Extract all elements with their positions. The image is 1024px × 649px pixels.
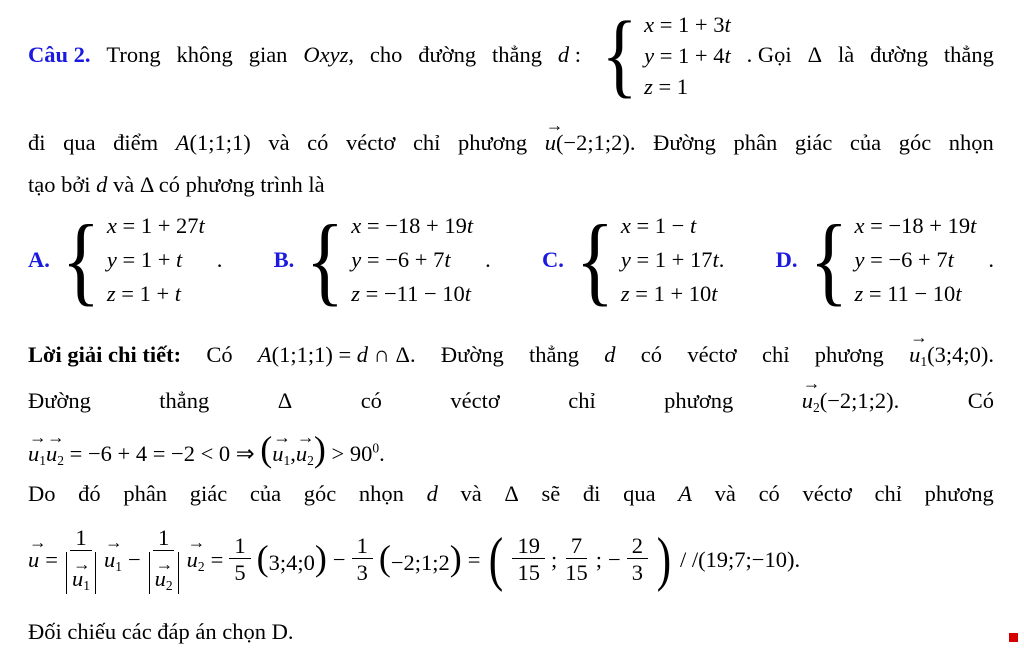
equation: x = −18 + 19t bbox=[351, 213, 474, 238]
word: góc bbox=[898, 130, 932, 155]
minus-sign: − bbox=[608, 546, 621, 572]
vector-arrow-icon: → bbox=[545, 115, 563, 136]
fraction-2-3 bbox=[627, 533, 648, 585]
fraction-1-5 bbox=[229, 533, 250, 585]
fraction-1-over-abs-u1 bbox=[64, 525, 98, 593]
word: . Gọi bbox=[746, 42, 792, 68]
problem-line-1 bbox=[28, 4, 994, 106]
punctuation: . bbox=[485, 247, 491, 273]
word: véctơ bbox=[450, 387, 500, 413]
numerator: 1 bbox=[352, 533, 373, 559]
vector-arrow-icon: → bbox=[296, 426, 314, 447]
minus-sign: − bbox=[127, 546, 141, 572]
equation: z = 1 + t bbox=[106, 281, 182, 306]
equation: x = −18 + 19t bbox=[854, 213, 977, 238]
word: qua bbox=[623, 481, 656, 507]
math-token: (−2;1;2). bbox=[555, 130, 636, 155]
solution-line-1 bbox=[28, 327, 994, 370]
punctuation: . bbox=[379, 441, 385, 467]
word: đường bbox=[870, 42, 928, 68]
vector-arrow-icon: → bbox=[910, 327, 927, 348]
punctuation: ; bbox=[550, 546, 558, 572]
word: của bbox=[249, 481, 282, 507]
math-token: = −6 + 4 = −2 < 0 ⇒ bbox=[69, 441, 255, 467]
final-answer-line bbox=[28, 617, 994, 649]
problem-line-2 bbox=[28, 115, 994, 158]
left-paren: ( bbox=[260, 429, 273, 470]
subscript: 1 bbox=[283, 453, 291, 469]
system-equations bbox=[644, 9, 731, 102]
text-run: và Δ có phương trình là bbox=[113, 172, 325, 197]
denominator bbox=[64, 551, 98, 593]
math-token: u bbox=[544, 130, 556, 155]
vector-arrow-icon: → bbox=[187, 532, 205, 553]
word: phương bbox=[664, 387, 734, 413]
fraction-1-3 bbox=[352, 533, 373, 585]
subscript: 1 bbox=[39, 453, 46, 469]
vector-u2-symbol bbox=[801, 373, 820, 416]
equation: y = −6 + 7t bbox=[854, 247, 954, 272]
equals-sign: = bbox=[45, 546, 58, 572]
vector-u2-symbol bbox=[154, 553, 173, 592]
vector-u1 bbox=[909, 327, 994, 370]
word: có bbox=[758, 481, 780, 507]
word: đi bbox=[28, 130, 46, 155]
left-brace: { bbox=[306, 204, 345, 315]
punctuation: . bbox=[988, 247, 994, 273]
right-paren: ) bbox=[313, 429, 326, 470]
word: gian bbox=[248, 42, 288, 68]
math-token: −2;1;2 bbox=[390, 549, 450, 575]
vector-u2 bbox=[186, 532, 205, 575]
math-token: (−2;1;2). bbox=[819, 387, 900, 413]
vector-u2 bbox=[801, 373, 900, 416]
choice-b bbox=[273, 204, 491, 315]
subscript: 1 bbox=[115, 558, 122, 574]
choice-equations bbox=[107, 209, 205, 311]
subscript: 2 bbox=[812, 399, 820, 415]
equation: y = 1 + 17t. bbox=[620, 247, 725, 272]
word: chỉ bbox=[412, 130, 441, 155]
math-token: u bbox=[272, 441, 284, 467]
subscript: 1 bbox=[920, 353, 928, 369]
word: Có bbox=[206, 342, 233, 367]
word: Trong bbox=[106, 42, 161, 68]
word: và bbox=[714, 481, 736, 507]
numerator: 19 bbox=[512, 533, 545, 559]
left-paren: ( bbox=[378, 537, 391, 578]
word: véctơ bbox=[345, 130, 396, 155]
vector-arrow-icon: → bbox=[155, 553, 173, 574]
solution-line-4 bbox=[28, 479, 994, 511]
math-token: u bbox=[801, 387, 813, 413]
math-token: (3;4;0). bbox=[927, 342, 994, 367]
word: Đường bbox=[653, 130, 716, 155]
vector-u1-symbol bbox=[71, 553, 90, 592]
vector-arrow-icon: → bbox=[72, 553, 90, 574]
choice-c bbox=[541, 204, 725, 315]
word: Đường bbox=[28, 387, 91, 413]
left-paren: ( bbox=[256, 537, 269, 578]
equation: y = 1 + 4t bbox=[644, 42, 731, 68]
math-token-d: d bbox=[426, 481, 438, 507]
word-oxyz bbox=[303, 40, 354, 70]
word: thẳng bbox=[943, 42, 994, 68]
solution-line-2 bbox=[28, 373, 994, 416]
math-token: u bbox=[71, 566, 84, 592]
vector-u1-symbol bbox=[909, 327, 927, 370]
point-A: A(1;1;1) bbox=[175, 130, 251, 155]
word: Đường bbox=[440, 342, 504, 367]
equals-sign: = bbox=[210, 546, 224, 572]
word: Có bbox=[967, 387, 994, 413]
denominator: 5 bbox=[234, 560, 246, 586]
vector-u bbox=[544, 115, 636, 158]
vector-u1-symbol bbox=[28, 426, 46, 469]
denominator: 15 bbox=[565, 560, 588, 586]
choice-label-c: C. bbox=[541, 247, 564, 273]
math-token: u bbox=[186, 546, 198, 572]
vector-u1-symbol bbox=[272, 426, 290, 469]
fraction-19-15 bbox=[512, 533, 545, 585]
delta-symbol: Δ bbox=[504, 481, 519, 507]
equation: z = −11 − 10t bbox=[351, 281, 472, 306]
word: góc bbox=[303, 481, 337, 507]
vector-u-symbol bbox=[28, 532, 46, 575]
word: phương bbox=[924, 481, 994, 507]
choice-label-b: B. bbox=[273, 247, 295, 273]
word: nhọn bbox=[948, 130, 994, 155]
choice-label-d: D. bbox=[775, 247, 798, 273]
equals-sign: = bbox=[467, 546, 481, 572]
document-page bbox=[28, 0, 994, 649]
denominator bbox=[147, 551, 181, 593]
word: phân bbox=[123, 481, 168, 507]
problem-line-3 bbox=[28, 170, 994, 200]
minus-sign: − bbox=[332, 546, 346, 572]
word: giác bbox=[794, 130, 833, 155]
subscript: 2 bbox=[197, 558, 205, 574]
equation: z = 1 bbox=[644, 73, 689, 99]
vector-arrow-icon: → bbox=[802, 373, 820, 394]
vector-u2-symbol bbox=[295, 426, 314, 469]
word: và bbox=[268, 130, 290, 155]
choice-a bbox=[28, 204, 223, 315]
right-paren: ) bbox=[314, 537, 327, 578]
denominator: 15 bbox=[517, 560, 540, 586]
subscript: 2 bbox=[307, 453, 314, 469]
math-token: u bbox=[46, 441, 58, 467]
word: đường bbox=[418, 42, 477, 68]
denominator: 3 bbox=[356, 560, 368, 586]
bisector-vector-formula bbox=[28, 513, 994, 605]
punctuation: , bbox=[348, 42, 354, 68]
numerator: 1 bbox=[153, 525, 174, 551]
vector-arrow-icon: → bbox=[29, 426, 46, 447]
word: Do bbox=[28, 481, 56, 507]
right-paren: ) bbox=[656, 525, 672, 592]
math-token-d: d bbox=[96, 172, 108, 197]
numerator: 1 bbox=[229, 533, 250, 559]
vector-arrow-icon: → bbox=[104, 532, 122, 553]
superscript: 0 bbox=[372, 440, 380, 456]
word: cho bbox=[369, 42, 403, 68]
word: nhọn bbox=[358, 481, 404, 507]
left-brace: { bbox=[61, 204, 101, 315]
delta-symbol: Δ bbox=[807, 42, 823, 68]
word: của bbox=[849, 130, 882, 155]
vector-u1 bbox=[103, 532, 122, 575]
right-paren: ) bbox=[449, 537, 462, 578]
choice-d bbox=[775, 204, 994, 315]
word: phương bbox=[814, 342, 884, 367]
tuple-2 bbox=[378, 537, 462, 578]
fraction-7-15 bbox=[563, 533, 590, 585]
choice-equations bbox=[855, 209, 977, 311]
word: thẳng bbox=[529, 342, 580, 367]
left-brace: { bbox=[575, 204, 615, 315]
subscript: 1 bbox=[83, 578, 90, 594]
word: véctơ bbox=[687, 342, 737, 367]
vector-arrow-icon: → bbox=[273, 426, 290, 447]
word: có bbox=[640, 342, 663, 367]
equation: x = 1 − t bbox=[620, 213, 697, 238]
word: thẳng bbox=[492, 42, 543, 68]
vector-u1-symbol bbox=[103, 532, 122, 575]
subscript: 2 bbox=[57, 453, 64, 469]
vector-u2-symbol bbox=[186, 532, 205, 575]
red-marker bbox=[1009, 633, 1018, 642]
left-brace: { bbox=[809, 204, 848, 315]
tuple-1 bbox=[256, 537, 327, 578]
word: có bbox=[360, 387, 382, 413]
word: phân bbox=[733, 130, 778, 155]
answer-choices bbox=[28, 204, 994, 316]
word: không bbox=[176, 42, 233, 68]
question-label: Câu 2. bbox=[28, 42, 91, 68]
subscript: 2 bbox=[165, 578, 173, 594]
equation: y = 1 + t bbox=[106, 247, 183, 272]
word: véctơ bbox=[802, 481, 852, 507]
choice-equations bbox=[351, 209, 473, 311]
solution-heading: Lời giải chi tiết: bbox=[28, 342, 182, 367]
word: chỉ bbox=[761, 342, 790, 367]
fraction-1-over-abs-u2 bbox=[147, 525, 181, 593]
equation: y = −6 + 7t bbox=[351, 247, 451, 272]
vector-u-symbol bbox=[544, 115, 563, 158]
word: phương bbox=[458, 130, 528, 155]
solution-line-3 bbox=[28, 421, 994, 470]
punctuation: . bbox=[216, 247, 223, 273]
punctuation: , bbox=[290, 441, 296, 467]
math-token: u bbox=[909, 342, 921, 367]
word: sẽ bbox=[541, 481, 561, 507]
math-token-d: d bbox=[604, 342, 616, 367]
equation: z = 1 + 10t bbox=[620, 281, 718, 306]
math-token: u bbox=[28, 441, 40, 467]
math-token: u bbox=[28, 546, 40, 572]
math-token: > 90 bbox=[331, 441, 373, 467]
absolute-value bbox=[66, 552, 96, 593]
vector-arrow-icon: → bbox=[29, 532, 46, 553]
word: đó bbox=[78, 481, 101, 507]
equation: x = 1 + 27t bbox=[106, 213, 205, 238]
text-run: tạo bởi bbox=[28, 172, 91, 197]
delta-symbol: Δ bbox=[277, 387, 293, 413]
math-token: u bbox=[103, 546, 116, 572]
math-token: Oxyz bbox=[303, 42, 349, 68]
word: thẳng bbox=[159, 387, 210, 413]
math-token: A(1;1;1) = d ∩ Δ. bbox=[257, 342, 416, 367]
word: chỉ bbox=[568, 387, 596, 413]
math-token: 3;4;0 bbox=[268, 549, 315, 575]
math-token-A: A bbox=[678, 481, 692, 507]
math-token: u bbox=[154, 566, 166, 592]
word: chỉ bbox=[874, 481, 902, 507]
numerator: 7 bbox=[566, 533, 587, 559]
word: đi bbox=[582, 481, 601, 507]
equation: x = 1 + 3t bbox=[644, 11, 731, 37]
choice-equations bbox=[621, 209, 725, 311]
punctuation: ; bbox=[595, 546, 602, 572]
word: giác bbox=[189, 481, 228, 507]
left-brace: { bbox=[601, 3, 638, 107]
choice-label-a: A. bbox=[28, 247, 50, 273]
absolute-value bbox=[149, 552, 179, 593]
word: và bbox=[460, 481, 482, 507]
denominator: 3 bbox=[631, 560, 643, 586]
text-run: Đối chiếu các đáp án chọn D. bbox=[28, 619, 294, 645]
vector-arrow-icon: → bbox=[47, 426, 64, 447]
equation-system-d bbox=[597, 3, 731, 107]
vector-u2-symbol bbox=[46, 426, 64, 469]
word: là bbox=[837, 42, 855, 68]
left-paren: ( bbox=[489, 525, 504, 592]
numerator: 2 bbox=[627, 533, 648, 559]
equation: z = 11 − 10t bbox=[854, 281, 962, 306]
math-token: u bbox=[295, 441, 308, 467]
numerator: 1 bbox=[70, 525, 91, 551]
word: có bbox=[307, 130, 329, 155]
math-token: / /(19;7;−10). bbox=[679, 546, 801, 572]
math-token-d: d : bbox=[557, 42, 582, 68]
word: qua bbox=[63, 130, 96, 155]
word: điểm bbox=[113, 130, 159, 155]
